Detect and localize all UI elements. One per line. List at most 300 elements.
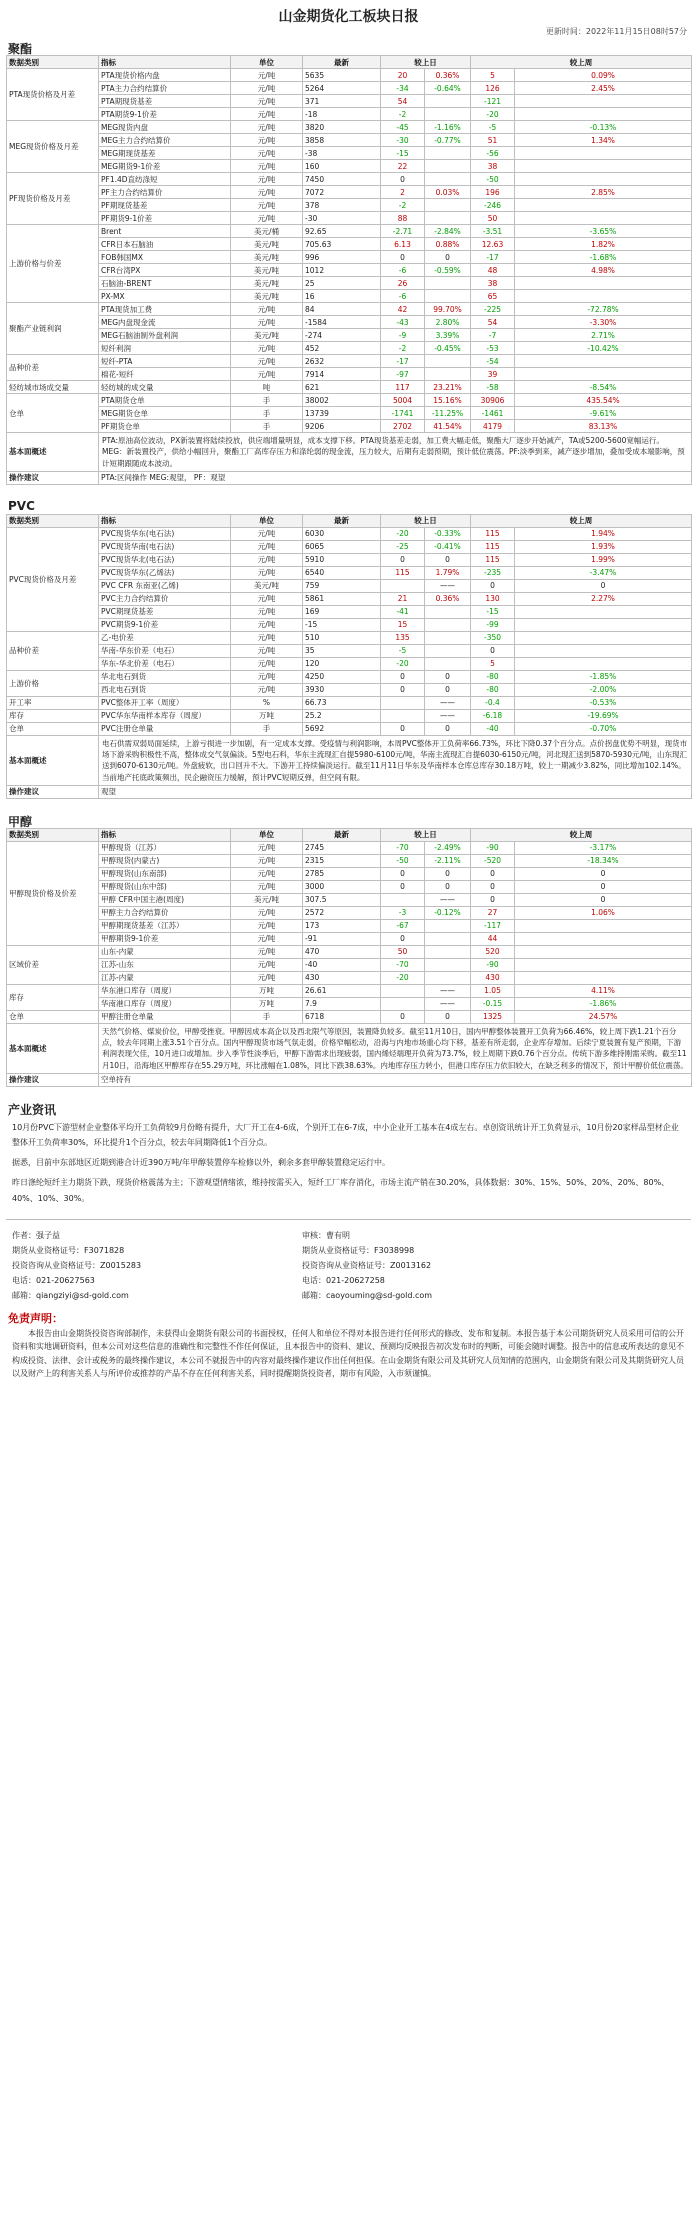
weekly-change-pct: 4.98% (515, 264, 692, 277)
table-row (7, 329, 692, 342)
reviewer-email: 邮箱：caoyouming@sd-gold.com (302, 1291, 433, 1301)
indicator-name: PF期货9-1价差 (99, 212, 231, 225)
daily-change: -17 (381, 355, 425, 368)
weekly-change-pct: -10.42% (515, 342, 692, 355)
weekly-change: 196 (471, 186, 515, 199)
daily-change (381, 709, 425, 722)
latest-value: 6718 (303, 1010, 381, 1023)
weekly-change: -350 (471, 631, 515, 644)
daily-change-pct: -0.77% (425, 134, 471, 147)
daily-change: 0 (381, 173, 425, 186)
weekly-change-pct: -0.13% (515, 121, 692, 134)
weekly-change-pct: 435.54% (515, 394, 692, 407)
daily-change-pct (425, 919, 471, 932)
weekly-change: -117 (471, 919, 515, 932)
unit-cell: 元/吨 (231, 618, 303, 631)
author-name: 作者：强子益 (12, 1230, 60, 1240)
indicator-name: CFR台湾PX (99, 264, 231, 277)
daily-change: -15 (381, 147, 425, 160)
section-title: 甲醇 (8, 814, 33, 829)
daily-change-pct (425, 631, 471, 644)
weekly-change: 1325 (471, 1010, 515, 1023)
daily-change-pct (425, 160, 471, 173)
weekly-change-pct (515, 173, 692, 186)
category-cell: 聚酯产业链利润 (7, 303, 99, 355)
latest-value: 92.65 (303, 225, 381, 238)
disclaimer-text: 本报告由山金期货投资咨询部制作，未获得山金期货有限公司的书面授权，任何人和单位不得对本报告进行任何形式的修改、发布和复制。本报告基于本公司期货研究人员采用可信的公开资料和实地调研资料，但本公司对这些信息的准确性和完整性不作任何保证，且本报告中的资料、建议、预测均反映报告初次发布时的判断，可能会随时调整。报告中的信息或所表达的意见不构成投资、法律、会计或税务的最终操作建议，本公司不就报告中的内容对最终操作建议作出任何担保。在山金期货有限公司及其研究人员知情的范围内，山金期货有限公司及其期货研究人员以及财产上的利害关系人与所评价或推荐的产品不存在任何利害关系，同时提醒期货投资者，期市有风险，入市须谨慎。 (12, 1328, 684, 1379)
indicator-name: 甲醇现货(山东中部) (99, 880, 231, 893)
table-row (7, 134, 692, 147)
indicator-name: MEG石脑油制外盘利润 (99, 329, 231, 342)
category-cell: PTA现货价格及月差 (7, 69, 99, 121)
indicator-name: 甲醇期现货基差（江苏） (99, 919, 231, 932)
indicator-name: 短纤利润 (99, 342, 231, 355)
table-row (7, 579, 692, 592)
weekly-change-pct (515, 932, 692, 945)
weekly-change-pct (515, 945, 692, 958)
weekly-change-pct (515, 95, 692, 108)
weekly-change: 48 (471, 264, 515, 277)
disclaimer-title: 免责声明： (8, 1311, 63, 1325)
table-row (7, 906, 692, 919)
weekly-change-pct (515, 919, 692, 932)
reviewer-license1: 期货从业资格证号：F3038998 (302, 1245, 415, 1255)
weekly-change-pct: -2.00% (515, 683, 692, 696)
daily-change-pct: 15.16% (425, 394, 471, 407)
unit-cell: 元/吨 (231, 657, 303, 670)
weekly-change: 5 (471, 69, 515, 82)
daily-change-pct (425, 605, 471, 618)
daily-change: -6 (381, 264, 425, 277)
latest-value: 3820 (303, 121, 381, 134)
table-row (7, 342, 692, 355)
indicator-name: PTA现货加工费 (99, 303, 231, 316)
daily-change: -6 (381, 290, 425, 303)
daily-change: -3 (381, 906, 425, 919)
daily-change: -5 (381, 644, 425, 657)
daily-change: 0 (381, 1010, 425, 1023)
daily-change-pct (425, 945, 471, 958)
table-row (7, 605, 692, 618)
latest-value: 621 (303, 381, 381, 394)
indicator-name: 华南港口库存（周度） (99, 997, 231, 1010)
daily-change (381, 984, 425, 997)
indicator-name: PF1.4D直纺涤短 (99, 173, 231, 186)
latest-value: 169 (303, 605, 381, 618)
weekly-change: 38 (471, 160, 515, 173)
latest-value: 2785 (303, 867, 381, 880)
table-row (7, 173, 692, 186)
daily-change-pct: 3.39% (425, 329, 471, 342)
table-row (7, 420, 692, 433)
table-row (7, 160, 692, 173)
latest-value: 5264 (303, 82, 381, 95)
weekly-change: 39 (471, 368, 515, 381)
unit-cell: 元/吨 (231, 683, 303, 696)
weekly-change: -80 (471, 670, 515, 683)
daily-change-pct: 0 (425, 670, 471, 683)
daily-change: 0 (381, 683, 425, 696)
table-row (7, 527, 692, 540)
column-header: 数据类别 (7, 828, 99, 841)
unit-cell: 美元/桶 (231, 225, 303, 238)
weekly-change-pct (515, 971, 692, 984)
latest-value: 5635 (303, 69, 381, 82)
section-title: PVC (8, 498, 35, 513)
weekly-change-pct: 0 (515, 867, 692, 880)
weekly-change-pct: -0.70% (515, 722, 692, 735)
daily-change-pct: 99.70% (425, 303, 471, 316)
unit-cell: 元/吨 (231, 316, 303, 329)
table-row (7, 670, 692, 683)
section-gap (6, 799, 691, 811)
latest-value: 7450 (303, 173, 381, 186)
daily-change: -97 (381, 368, 425, 381)
header-row (7, 514, 692, 527)
daily-change: 88 (381, 212, 425, 225)
unit-cell: 元/吨 (231, 303, 303, 316)
latest-value: 759 (303, 579, 381, 592)
unit-cell: 元/吨 (231, 69, 303, 82)
table-row (7, 958, 692, 971)
latest-value: -40 (303, 958, 381, 971)
table-row (7, 945, 692, 958)
daily-change-pct: —— (425, 696, 471, 709)
category-cell: 库存 (7, 984, 99, 1010)
weekly-change-pct: -8.54% (515, 381, 692, 394)
latest-value: -18 (303, 108, 381, 121)
unit-cell: 元/吨 (231, 527, 303, 540)
latest-value: 9206 (303, 420, 381, 433)
author-col (12, 1228, 302, 1304)
latest-value: 84 (303, 303, 381, 316)
section-gap (6, 485, 691, 497)
weekly-change: 65 (471, 290, 515, 303)
weekly-change-pct: -72.78% (515, 303, 692, 316)
weekly-change-pct (515, 644, 692, 657)
indicator-name: PTA期货仓单 (99, 394, 231, 407)
column-header: 数据类别 (7, 56, 99, 69)
reviewer-name: 审核：曹有明 (302, 1230, 350, 1240)
unit-cell: 美元/吨 (231, 238, 303, 251)
table-row (7, 997, 692, 1010)
latest-value: 16 (303, 290, 381, 303)
indicator-name: MEG期货9-1价差 (99, 160, 231, 173)
unit-cell: 手 (231, 722, 303, 735)
weekly-change-pct (515, 605, 692, 618)
daily-change: 42 (381, 303, 425, 316)
latest-value: 4250 (303, 670, 381, 683)
weekly-change: -1461 (471, 407, 515, 420)
daily-change-pct (425, 108, 471, 121)
advice-row (7, 1073, 692, 1086)
daily-change: 115 (381, 566, 425, 579)
table-row (7, 683, 692, 696)
overview-row (7, 1023, 692, 1073)
divider (6, 1219, 691, 1220)
latest-value: 13739 (303, 407, 381, 420)
indicator-name: 轻纺城的成交量 (99, 381, 231, 394)
weekly-change-pct: 2.71% (515, 329, 692, 342)
weekly-change: -0.15 (471, 997, 515, 1010)
table-row (7, 147, 692, 160)
weekly-change: -5 (471, 121, 515, 134)
daily-change-pct: 0 (425, 251, 471, 264)
daily-change-pct: 0 (425, 1010, 471, 1023)
daily-change-pct: -1.16% (425, 121, 471, 134)
weekly-change-pct: 24.57% (515, 1010, 692, 1023)
section-table (6, 828, 692, 1087)
unit-cell: 元/吨 (231, 212, 303, 225)
unit-cell: 元/吨 (231, 932, 303, 945)
latest-value: 307.5 (303, 893, 381, 906)
daily-change: -43 (381, 316, 425, 329)
table-row (7, 932, 692, 945)
weekly-change-pct (515, 290, 692, 303)
table-row (7, 984, 692, 997)
table-row (7, 212, 692, 225)
weekly-change-pct (515, 631, 692, 644)
news-block (6, 1116, 691, 1215)
overview-label: 基本面概述 (7, 433, 99, 472)
indicator-name: 山东-内蒙 (99, 945, 231, 958)
latest-value: 430 (303, 971, 381, 984)
daily-change: 135 (381, 631, 425, 644)
weekly-change: 0 (471, 867, 515, 880)
unit-cell: 万吨 (231, 709, 303, 722)
indicator-name: PF主力合约结算价 (99, 186, 231, 199)
daily-change-pct: -0.64% (425, 82, 471, 95)
indicator-name: 甲醇现货（江苏） (99, 841, 231, 854)
daily-change (381, 579, 425, 592)
latest-value: 2745 (303, 841, 381, 854)
category-cell: PVC现货价格及月差 (7, 527, 99, 631)
indicator-name: 华东-华北价差（电石） (99, 657, 231, 670)
weekly-change: -520 (471, 854, 515, 867)
indicator-name: PVC期现货基差 (99, 605, 231, 618)
table-row (7, 69, 692, 82)
category-cell: PF现货价格及月差 (7, 173, 99, 225)
table-row (7, 316, 692, 329)
latest-value: 470 (303, 945, 381, 958)
table-row (7, 722, 692, 735)
weekly-change: 130 (471, 592, 515, 605)
unit-cell: 元/吨 (231, 644, 303, 657)
latest-value: 510 (303, 631, 381, 644)
indicator-name: PTA现货价格内盘 (99, 69, 231, 82)
indicator-name: PVC期货9-1价差 (99, 618, 231, 631)
latest-value: 6030 (303, 527, 381, 540)
indicator-name: PVC主力合约结算价 (99, 592, 231, 605)
weekly-change-pct: -3.30% (515, 316, 692, 329)
indicator-name: Brent (99, 225, 231, 238)
indicator-name: MEG内盘现金流 (99, 316, 231, 329)
weekly-change: 0 (471, 893, 515, 906)
weekly-change-pct: 1.06% (515, 906, 692, 919)
indicator-name: MEG期现货基差 (99, 147, 231, 160)
daily-change: 6.13 (381, 238, 425, 251)
indicator-name: PVC注册仓单量 (99, 722, 231, 735)
table-row (7, 592, 692, 605)
unit-cell: 美元/吨 (231, 251, 303, 264)
daily-change: 26 (381, 277, 425, 290)
latest-value: 3000 (303, 880, 381, 893)
daily-change: -20 (381, 527, 425, 540)
daily-change: -41 (381, 605, 425, 618)
table-row (7, 696, 692, 709)
unit-cell: 元/吨 (231, 592, 303, 605)
daily-change-pct: -0.12% (425, 906, 471, 919)
latest-value: 2632 (303, 355, 381, 368)
weekly-change: 50 (471, 212, 515, 225)
unit-cell: 元/吨 (231, 958, 303, 971)
table-row (7, 407, 692, 420)
weekly-change: -54 (471, 355, 515, 368)
table-row (7, 82, 692, 95)
overview-row (7, 735, 692, 785)
table-row (7, 225, 692, 238)
daily-change-pct: -0.41% (425, 540, 471, 553)
unit-cell: 美元/吨 (231, 329, 303, 342)
daily-change: 117 (381, 381, 425, 394)
daily-change-pct: -0.45% (425, 342, 471, 355)
weekly-change-pct (515, 355, 692, 368)
unit-cell: 手 (231, 407, 303, 420)
daily-change-pct: -0.33% (425, 527, 471, 540)
table-row (7, 644, 692, 657)
table-row (7, 919, 692, 932)
indicator-name: 江苏-内蒙 (99, 971, 231, 984)
daily-change-pct: -11.25% (425, 407, 471, 420)
weekly-change: -0.4 (471, 696, 515, 709)
daily-change: 0 (381, 932, 425, 945)
daily-change: -70 (381, 841, 425, 854)
daily-change-pct (425, 958, 471, 971)
column-header: 单位 (231, 514, 303, 527)
overview-label: 基本面概述 (7, 1023, 99, 1073)
daily-change-pct: 0.36% (425, 69, 471, 82)
news-item: 昨日涤纶短纤主力期货下跌，现货价格震荡为主；下游观望情绪浓，维持按需买入，短纤工厂库存消化，市场主流产销在30.20%，具体数据：30%、15%、50%、20%、20%、80%、40%、10%、30%。 (12, 1178, 670, 1203)
weekly-change-pct (515, 277, 692, 290)
weekly-change: -15 (471, 605, 515, 618)
daily-change-pct: 0.36% (425, 592, 471, 605)
daily-change: 21 (381, 592, 425, 605)
latest-value: 705.63 (303, 238, 381, 251)
weekly-change-pct: 4.11% (515, 984, 692, 997)
table-row (7, 394, 692, 407)
overview-row (7, 433, 692, 472)
unit-cell: 元/吨 (231, 919, 303, 932)
latest-value: 66.73 (303, 696, 381, 709)
unit-cell: 元/吨 (231, 160, 303, 173)
weekly-change: -56 (471, 147, 515, 160)
unit-cell: 美元/吨 (231, 264, 303, 277)
weekly-change-pct (515, 618, 692, 631)
weekly-change: -7 (471, 329, 515, 342)
indicator-name: 甲醇注册仓单量 (99, 1010, 231, 1023)
weekly-change-pct: 1.93% (515, 540, 692, 553)
unit-cell: 吨 (231, 381, 303, 394)
daily-change-pct (425, 971, 471, 984)
advice-row (7, 471, 692, 484)
overview-text: PTA:原油高位波动，PX新装置将陆续投放，供应端增量明显，成本支撑下移。PTA现货基差走弱，加工费大幅走低，聚酯大厂逐步开始减产，TA或5200-5600宽幅运行。MEG：新装置投产，供给小幅回升，聚酯工厂高库存压力和涤纶弱的现金流，压力较大，后期有走弱预期，预计低位震荡。PF:淡季到来，减产逐步增加，叠加受成本端影响，预计短期跟随成本波动。 (99, 433, 692, 472)
weekly-change: 0 (471, 644, 515, 657)
indicator-name: PTA期货9-1价差 (99, 108, 231, 121)
overview-label: 基本面概述 (7, 735, 99, 785)
daily-change: -34 (381, 82, 425, 95)
latest-value: 7.9 (303, 997, 381, 1010)
column-header: 指标 (99, 56, 231, 69)
indicator-name: 西北电石到货 (99, 683, 231, 696)
unit-cell: 元/吨 (231, 108, 303, 121)
table-row (7, 381, 692, 394)
author-license2: 投资咨询从业资格证号：Z0015283 (12, 1261, 142, 1271)
category-cell: 仓单 (7, 722, 99, 735)
weekly-change-pct: -18.34% (515, 854, 692, 867)
report-title: 山金期货化工板块日报 (278, 9, 419, 25)
latest-value: -274 (303, 329, 381, 342)
weekly-change: -6.18 (471, 709, 515, 722)
daily-change: -9 (381, 329, 425, 342)
indicator-name: 江苏-山东 (99, 958, 231, 971)
overview-text: 天然气价格、煤炭价位，甲醇受挫衰。甲醇因成本高企以及西北限气等原因，装置降负较多。截至11月10日，国内甲醇整体装置开工负荷为66.46%，较上周下跌1.21个百分点，较去年同期上涨3.51个百分点。国内甲醇现货市场气氛走弱，价格窄幅松动，沿海与内地市场重心均下移，基差有所走弱，企业库存增加。后续宁夏装置有复产预期，下游利润表现欠佳，10月进口或增加。步入季节性淡季后，甲醇下游需求出现疲弱，国内烯烃端理开负荷为73.7%，较上周期下跌0.76个百分点。传统下游多维持刚需采购。截至11月10日，沿海地区甲醇库存在55.29万吨，环比涨幅在1.08%，同比下跌38.63%。内地库存压力转小，但港口库存压力依旧较大，在缺乏利多的情况下，预计甲醇价低位震荡。 (99, 1023, 692, 1073)
weekly-change: 27 (471, 906, 515, 919)
advice-text: 观望 (99, 785, 692, 798)
indicator-name: 华东港口库存（周度） (99, 984, 231, 997)
daily-change-pct (425, 290, 471, 303)
table-row (7, 303, 692, 316)
daily-change: -45 (381, 121, 425, 134)
indicator-name: 甲醇现货(山东南部) (99, 867, 231, 880)
latest-value: 6065 (303, 540, 381, 553)
latest-value: -30 (303, 212, 381, 225)
unit-cell: 元/吨 (231, 134, 303, 147)
table-row (7, 277, 692, 290)
latest-value: -15 (303, 618, 381, 631)
latest-value: -38 (303, 147, 381, 160)
weekly-change-pct (515, 368, 692, 381)
indicator-name: 石脑油-BRENT (99, 277, 231, 290)
unit-cell: 万吨 (231, 984, 303, 997)
advice-text: PTA:区间操作 MEG:观望， PF：观望 (99, 471, 692, 484)
table-row (7, 893, 692, 906)
latest-value: 996 (303, 251, 381, 264)
column-header: 较上周 (471, 828, 692, 841)
indicator-name: PVC华东华南样本库存（周度） (99, 709, 231, 722)
unit-cell: 元/吨 (231, 147, 303, 160)
weekly-change-pct: -19.69% (515, 709, 692, 722)
weekly-change: -99 (471, 618, 515, 631)
daily-change (381, 696, 425, 709)
indicator-name: PVC现货华北(电石法) (99, 553, 231, 566)
unit-cell: 元/吨 (231, 631, 303, 644)
indicator-name: PTA期现货基差 (99, 95, 231, 108)
table-row (7, 264, 692, 277)
daily-change-pct (425, 173, 471, 186)
advice-label: 操作建议 (7, 785, 99, 798)
unit-cell: 元/吨 (231, 670, 303, 683)
weekly-change-pct: -3.47% (515, 566, 692, 579)
category-cell: 上游价格 (7, 670, 99, 696)
indicator-name: FOB韩国MX (99, 251, 231, 264)
column-header: 最新 (303, 514, 381, 527)
weekly-change: 51 (471, 134, 515, 147)
daily-change: 0 (381, 553, 425, 566)
advice-row (7, 785, 692, 798)
weekly-change-pct: 1.94% (515, 527, 692, 540)
table-row (7, 709, 692, 722)
table-row (7, 251, 692, 264)
